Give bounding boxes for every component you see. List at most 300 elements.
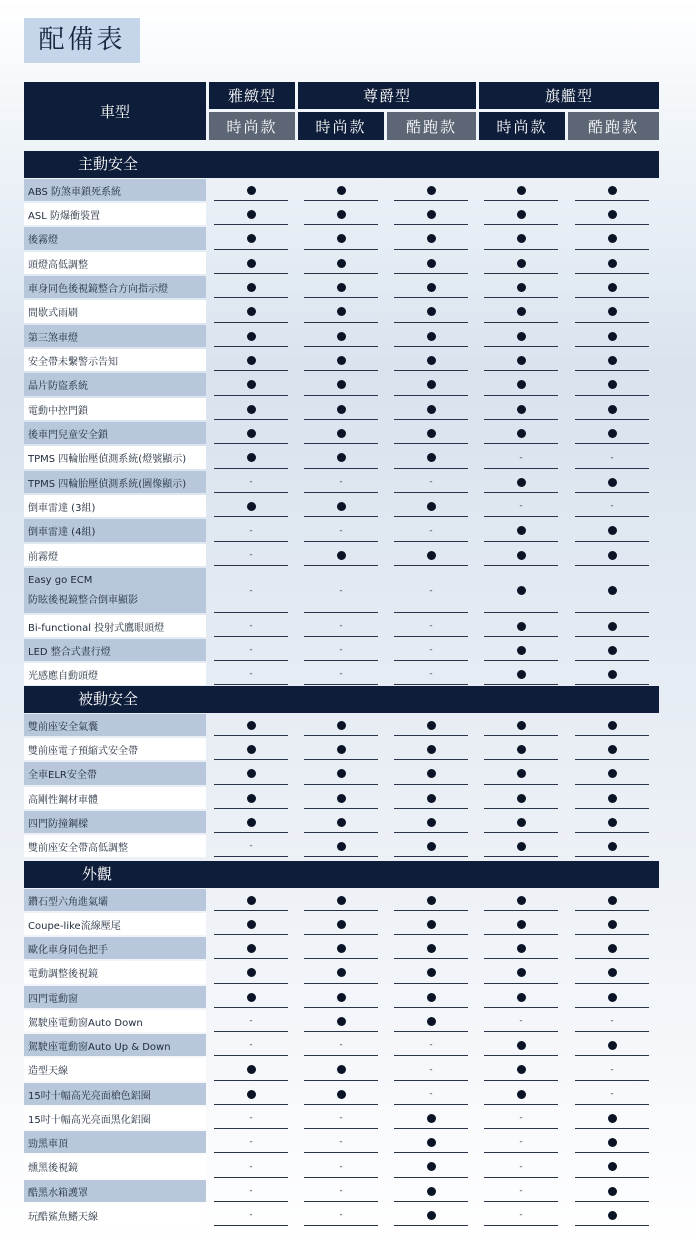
- spec-cell: [388, 662, 474, 686]
- cell-underline: [394, 934, 468, 935]
- included-dot-icon: [517, 646, 526, 655]
- spec-cell: [569, 1179, 655, 1203]
- cell-underline: [394, 808, 468, 809]
- cell-underline: [575, 1055, 649, 1056]
- cell-underline: [304, 784, 378, 785]
- included-dot-icon: [517, 944, 526, 953]
- feature-label: [24, 179, 206, 201]
- spec-cell: [208, 251, 294, 275]
- spec-cell: [298, 324, 384, 348]
- spec-cell: [208, 1203, 294, 1227]
- section-title: 主動安全: [78, 155, 139, 173]
- included-dot-icon: [247, 210, 256, 219]
- spec-cell: [569, 737, 655, 761]
- included-dot-icon: [337, 283, 346, 292]
- cell-underline: [394, 516, 468, 517]
- section-header: [24, 861, 659, 888]
- feature-label: [24, 1107, 206, 1129]
- spec-cell: [478, 397, 564, 421]
- table-row: [24, 421, 659, 445]
- included-dot-icon: [337, 234, 346, 243]
- cell-underline: [484, 784, 558, 785]
- cell-underline: [575, 346, 649, 347]
- table-row: [24, 1179, 659, 1203]
- cell-underline: [304, 443, 378, 444]
- included-dot-icon: [608, 307, 617, 316]
- spec-cell: [298, 567, 384, 614]
- included-dot-icon: [337, 769, 346, 778]
- cell-underline: [484, 1225, 558, 1226]
- spec-cell: [298, 834, 384, 858]
- included-dot-icon: [427, 210, 436, 219]
- feature-label: [24, 738, 206, 760]
- not-available-mark: -: [249, 621, 253, 631]
- spec-cell: [208, 1130, 294, 1154]
- spec-cell: [388, 960, 474, 985]
- cell-underline: [214, 636, 288, 637]
- not-available-mark: -: [339, 669, 343, 679]
- included-dot-icon: [337, 453, 346, 462]
- spec-cell: [478, 1203, 564, 1227]
- feature-label-text: 光感應自動頭燈: [28, 670, 98, 682]
- cell-underline: [484, 1080, 558, 1081]
- header-group-elegant: 雅緻型: [209, 82, 295, 109]
- cell-underline: [304, 1128, 378, 1129]
- included-dot-icon: [517, 993, 526, 1002]
- not-available-mark: -: [249, 585, 253, 596]
- included-dot-icon: [247, 745, 256, 754]
- cell-underline: [575, 1225, 649, 1226]
- cell-underline: [484, 395, 558, 396]
- cell-underline: [394, 419, 468, 420]
- included-dot-icon: [517, 818, 526, 827]
- not-available-mark: -: [519, 1186, 523, 1196]
- included-dot-icon: [427, 307, 436, 316]
- cell-underline: [214, 1031, 288, 1032]
- cell-underline: [304, 1177, 378, 1178]
- included-dot-icon: [608, 646, 617, 655]
- spec-cell: [569, 518, 655, 543]
- spec-cell: [298, 888, 384, 912]
- feature-label-text: 後霧燈: [28, 235, 58, 246]
- feature-label-text: 車身同色後視鏡整合方向指示燈: [28, 283, 168, 295]
- spec-cell: [298, 737, 384, 761]
- cell-underline: [214, 224, 288, 225]
- cell-underline: [484, 1007, 558, 1008]
- cell-underline: [304, 1007, 378, 1008]
- spec-cell: [208, 324, 294, 348]
- feature-label-text: 電動調整後視鏡: [28, 969, 98, 980]
- included-dot-icon: [517, 1065, 526, 1074]
- not-available-mark: -: [519, 501, 523, 511]
- spec-cell: [208, 1033, 294, 1057]
- included-dot-icon: [427, 842, 436, 851]
- feature-label-text: 燻黑後視鏡: [28, 1163, 78, 1174]
- not-available-mark: -: [249, 1113, 253, 1123]
- included-dot-icon: [337, 745, 346, 754]
- not-available-mark: -: [249, 1016, 253, 1026]
- table-row: [24, 348, 659, 372]
- cell-underline: [394, 443, 468, 444]
- feature-label-text: 倒車雷達 (4組): [28, 527, 96, 538]
- cell-underline: [575, 684, 649, 685]
- cell-underline: [484, 468, 558, 469]
- included-dot-icon: [608, 429, 617, 438]
- table-row: [24, 226, 659, 251]
- cell-underline: [394, 1007, 468, 1008]
- not-available-mark: -: [339, 1161, 343, 1172]
- cell-underline: [575, 297, 649, 298]
- included-dot-icon: [608, 818, 617, 827]
- spec-cell: [478, 324, 564, 348]
- not-available-mark: -: [519, 1210, 523, 1220]
- cell-underline: [484, 1201, 558, 1202]
- included-dot-icon: [427, 259, 436, 268]
- feature-label: [24, 398, 206, 420]
- cell-underline: [394, 370, 468, 371]
- included-dot-icon: [247, 307, 256, 316]
- table-row: [24, 912, 659, 936]
- cell-underline: [484, 636, 558, 637]
- included-dot-icon: [247, 769, 256, 778]
- cell-underline: [575, 983, 649, 984]
- not-available-mark: -: [249, 1137, 253, 1147]
- spec-cell: [208, 372, 294, 397]
- cell-underline: [575, 1177, 649, 1178]
- cell-underline: [575, 249, 649, 250]
- feature-label-text: 駕駛座電動窗Auto Down: [28, 1017, 143, 1029]
- table-row: [24, 810, 659, 834]
- spec-cell: [208, 543, 294, 567]
- included-dot-icon: [337, 332, 346, 341]
- included-dot-icon: [608, 380, 617, 389]
- spec-cell: [478, 1154, 564, 1179]
- cell-underline: [214, 612, 288, 613]
- feature-label: [24, 471, 206, 493]
- spec-cell: [298, 372, 384, 397]
- spec-cell: [298, 1082, 384, 1106]
- spec-cell: [569, 1130, 655, 1154]
- included-dot-icon: [427, 429, 436, 438]
- spec-cell: [298, 299, 384, 324]
- spec-cell: [388, 251, 474, 275]
- cell-underline: [575, 565, 649, 566]
- spec-cell: [208, 494, 294, 518]
- cell-underline: [214, 1225, 288, 1226]
- not-available-mark: -: [429, 645, 433, 655]
- cell-underline: [575, 322, 649, 323]
- spec-cell: [298, 936, 384, 960]
- included-dot-icon: [517, 332, 526, 341]
- not-available-mark: -: [610, 1016, 614, 1026]
- included-dot-icon: [608, 234, 617, 243]
- feature-label: [24, 203, 206, 225]
- feature-label: [24, 568, 206, 613]
- feature-label: [24, 1058, 206, 1081]
- spec-cell: [298, 178, 384, 202]
- not-available-mark: -: [429, 1064, 433, 1075]
- included-dot-icon: [427, 234, 436, 243]
- not-available-mark: -: [339, 1210, 343, 1220]
- spec-cell: [298, 348, 384, 372]
- included-dot-icon: [517, 478, 526, 487]
- cell-underline: [394, 910, 468, 911]
- included-dot-icon: [608, 993, 617, 1002]
- feature-label-text: 玩酷鯊魚鰭天線: [28, 1211, 98, 1223]
- spec-cell: [298, 713, 384, 737]
- table-row: [24, 834, 659, 858]
- feature-label: [24, 811, 206, 833]
- included-dot-icon: [427, 896, 436, 905]
- spec-cell: [569, 202, 655, 226]
- spec-cell: [298, 202, 384, 226]
- spec-cell: [298, 662, 384, 686]
- cell-underline: [214, 1104, 288, 1105]
- table-row: [24, 324, 659, 348]
- cell-underline: [304, 910, 378, 911]
- cell-underline: [304, 934, 378, 935]
- table-row: [24, 518, 659, 543]
- spec-cell: [569, 1154, 655, 1179]
- spec-cell: [478, 226, 564, 251]
- table-row: [24, 178, 659, 202]
- spec-cell: [388, 1130, 474, 1154]
- included-dot-icon: [517, 405, 526, 414]
- included-dot-icon: [517, 745, 526, 754]
- feature-label-text: 造型天線: [28, 1066, 68, 1077]
- included-dot-icon: [337, 896, 346, 905]
- cell-underline: [214, 468, 288, 469]
- spec-cell: [478, 786, 564, 810]
- spec-cell: [569, 494, 655, 518]
- spec-cell: [569, 275, 655, 299]
- cell-underline: [214, 1080, 288, 1081]
- not-available-mark: -: [429, 621, 433, 631]
- not-available-mark: -: [339, 1040, 343, 1050]
- included-dot-icon: [608, 1114, 617, 1123]
- not-available-mark: -: [249, 1186, 253, 1196]
- cell-underline: [575, 492, 649, 493]
- not-available-mark: -: [339, 1186, 343, 1196]
- spec-cell: [388, 445, 474, 470]
- not-available-mark: -: [249, 550, 253, 560]
- cell-underline: [394, 1104, 468, 1105]
- included-dot-icon: [337, 307, 346, 316]
- table-row: [24, 1154, 659, 1179]
- included-dot-icon: [247, 1065, 256, 1074]
- table-row: [24, 1203, 659, 1227]
- spec-cell: [298, 421, 384, 445]
- feature-label: [24, 422, 206, 444]
- cell-underline: [304, 224, 378, 225]
- cell-underline: [214, 541, 288, 542]
- table-row: [24, 1130, 659, 1154]
- cell-underline: [394, 249, 468, 250]
- included-dot-icon: [247, 502, 256, 511]
- spec-cell: [569, 348, 655, 372]
- spec-cell: [298, 786, 384, 810]
- spec-cell: [298, 985, 384, 1009]
- cell-underline: [214, 808, 288, 809]
- not-available-mark: -: [339, 645, 343, 655]
- spec-cell: [388, 888, 474, 912]
- cell-underline: [394, 1055, 468, 1056]
- included-dot-icon: [608, 1162, 617, 1171]
- cell-underline: [484, 1104, 558, 1105]
- cell-underline: [214, 516, 288, 517]
- spec-cell: [478, 761, 564, 786]
- header-variant-3: 酷跑款: [387, 112, 476, 140]
- feature-label-text: 前霧燈: [28, 551, 58, 563]
- spec-cell: [388, 912, 474, 936]
- table-row: [24, 445, 659, 470]
- cell-underline: [575, 443, 649, 444]
- feature-label: [24, 1180, 206, 1202]
- not-available-mark: -: [519, 1137, 523, 1147]
- included-dot-icon: [427, 745, 436, 754]
- cell-underline: [304, 516, 378, 517]
- included-dot-icon: [608, 721, 617, 730]
- spec-cell: [388, 638, 474, 662]
- cell-underline: [304, 1104, 378, 1105]
- spec-cell: [298, 251, 384, 275]
- feature-label: [24, 961, 206, 984]
- spec-cell: [478, 1082, 564, 1106]
- cell-underline: [484, 249, 558, 250]
- cell-underline: [304, 832, 378, 833]
- feature-label-text: 15吋十幅高光亮面黑化鋁圈: [28, 1114, 151, 1126]
- spec-cell: [208, 713, 294, 737]
- included-dot-icon: [608, 526, 617, 535]
- feature-label: [24, 663, 206, 685]
- spec-cell: [298, 518, 384, 543]
- included-dot-icon: [517, 842, 526, 851]
- included-dot-icon: [247, 453, 256, 462]
- included-dot-icon: [337, 1090, 346, 1099]
- table-row: [24, 372, 659, 397]
- cell-underline: [214, 322, 288, 323]
- spec-cell: [388, 421, 474, 445]
- included-dot-icon: [427, 920, 436, 929]
- spec-cell: [569, 662, 655, 686]
- feature-label: [24, 889, 206, 911]
- spec-cell: [298, 226, 384, 251]
- spec-cell: [569, 1009, 655, 1033]
- feature-label-text: ASL 防爆衝裝置: [28, 210, 100, 222]
- cell-underline: [484, 443, 558, 444]
- included-dot-icon: [337, 405, 346, 414]
- table-row: [24, 985, 659, 1009]
- spec-cell: [208, 912, 294, 936]
- cell-underline: [394, 636, 468, 637]
- not-available-mark: -: [610, 1064, 614, 1075]
- not-available-mark: -: [249, 841, 253, 851]
- spec-cell: [478, 834, 564, 858]
- spec-cell: [208, 936, 294, 960]
- spec-cell: [478, 567, 564, 614]
- cell-underline: [484, 1055, 558, 1056]
- header-variant-2: 時尚款: [298, 112, 384, 140]
- cell-underline: [394, 565, 468, 566]
- not-available-mark: -: [249, 477, 253, 487]
- included-dot-icon: [337, 842, 346, 851]
- cell-underline: [304, 759, 378, 760]
- included-dot-icon: [608, 186, 617, 195]
- spec-cell: [388, 1154, 474, 1179]
- included-dot-icon: [608, 1211, 617, 1220]
- not-available-mark: -: [339, 477, 343, 487]
- spec-cell: [569, 1106, 655, 1130]
- spec-cell: [208, 299, 294, 324]
- spec-cell: [298, 912, 384, 936]
- feature-label: [24, 349, 206, 371]
- section-header: [24, 151, 659, 178]
- cell-underline: [575, 1031, 649, 1032]
- cell-underline: [484, 735, 558, 736]
- spec-cell: [388, 567, 474, 614]
- included-dot-icon: [427, 944, 436, 953]
- spec-cell: [208, 178, 294, 202]
- spec-cell: [478, 638, 564, 662]
- cell-underline: [484, 856, 558, 857]
- section-title: 被動安全: [78, 690, 139, 708]
- cell-underline: [575, 759, 649, 760]
- spec-cell: [298, 397, 384, 421]
- spec-cell: [569, 372, 655, 397]
- feature-label: [24, 495, 206, 517]
- included-dot-icon: [608, 332, 617, 341]
- spec-cell: [208, 786, 294, 810]
- spec-cell: [208, 348, 294, 372]
- included-dot-icon: [517, 1041, 526, 1050]
- spec-cell: [388, 1082, 474, 1106]
- table-row: [24, 638, 659, 662]
- cell-underline: [394, 759, 468, 760]
- feature-label: [24, 252, 206, 274]
- spec-cell: [208, 888, 294, 912]
- feature-label-text: ABS 防煞車鎖死系統: [28, 186, 122, 198]
- spec-cell: [388, 834, 474, 858]
- cell-underline: [304, 1031, 378, 1032]
- table-row: [24, 786, 659, 810]
- spec-cell: [478, 372, 564, 397]
- included-dot-icon: [517, 769, 526, 778]
- cell-underline: [214, 443, 288, 444]
- cell-underline: [304, 419, 378, 420]
- spec-cell: [478, 912, 564, 936]
- spec-cell: [388, 614, 474, 638]
- cell-underline: [214, 759, 288, 760]
- included-dot-icon: [247, 405, 256, 414]
- included-dot-icon: [608, 586, 617, 595]
- spec-cell: [478, 178, 564, 202]
- cell-underline: [484, 516, 558, 517]
- feature-label-text: 四門防撞鋼樑: [28, 818, 88, 830]
- spec-cell: [298, 445, 384, 470]
- cell-underline: [304, 1055, 378, 1056]
- spec-cell: [478, 888, 564, 912]
- spec-cell: [298, 275, 384, 299]
- cell-underline: [214, 273, 288, 274]
- cell-underline: [575, 808, 649, 809]
- spec-cell: [478, 737, 564, 761]
- cell-underline: [214, 1152, 288, 1153]
- spec-cell: [569, 834, 655, 858]
- spec-cell: [569, 421, 655, 445]
- feature-label-text-line2: 防眩後視鏡整合倒車顯影: [28, 594, 138, 606]
- feature-label-text: 鑽石型六角進氣壩: [28, 896, 108, 908]
- table-row: [24, 1082, 659, 1106]
